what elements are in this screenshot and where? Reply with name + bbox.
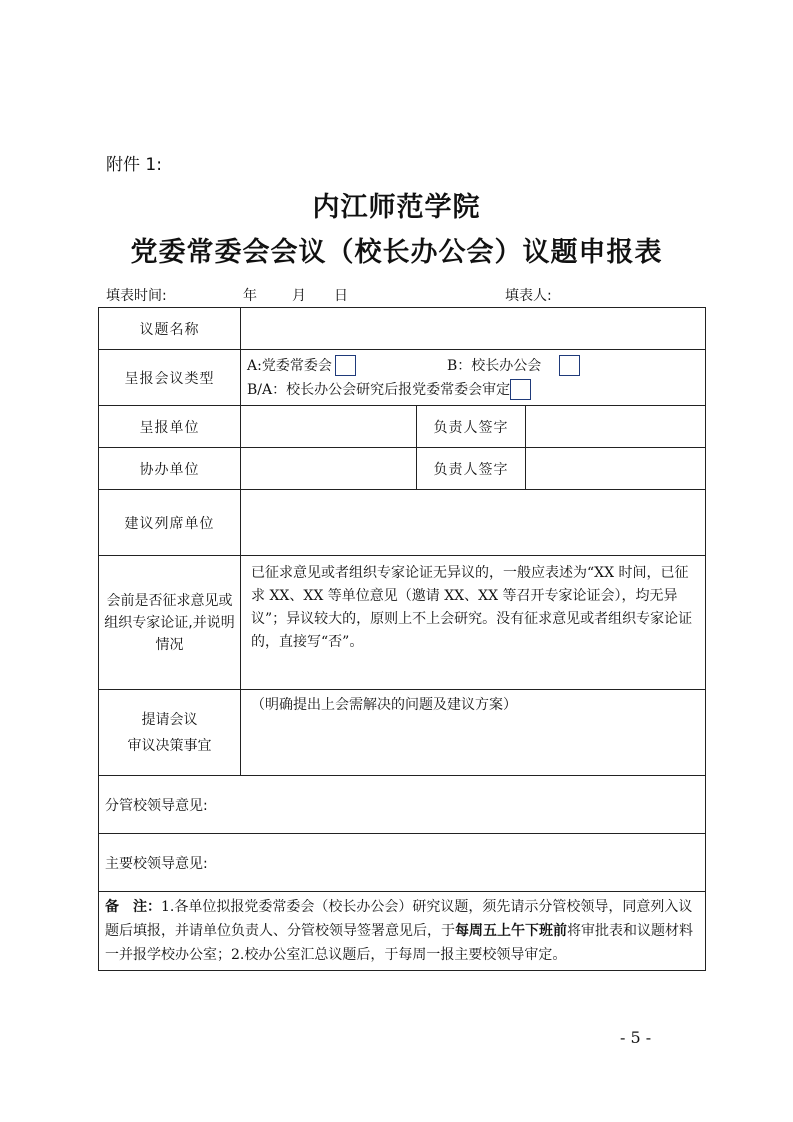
assist-unit-row xyxy=(99,448,706,490)
main-leader-opinion[interactable] xyxy=(99,834,706,892)
note-label: 备 注： xyxy=(105,899,161,915)
note-row xyxy=(99,892,706,971)
month-label: 月 xyxy=(292,288,306,304)
option-a-label: A:党委常委会 xyxy=(247,357,332,374)
branch-leader-opinion[interactable] xyxy=(99,776,706,834)
attachment-label: 附件 1: xyxy=(106,155,162,175)
topic-name-row xyxy=(99,308,706,350)
attend-unit-row xyxy=(99,490,706,556)
option-ba-label: B/A：校长办公会研究后报党委常委会审定 xyxy=(247,381,511,398)
document-title-form: 党委常委会会议（校长办公会）议题申报表 xyxy=(130,237,663,268)
meeting-type-label: 呈报会议类型 xyxy=(99,350,241,406)
meeting-type-row xyxy=(99,350,706,406)
option-a-checkbox[interactable] xyxy=(335,355,356,376)
option-ba-checkbox[interactable] xyxy=(510,379,531,400)
document-title-institution: 内江师范学院 xyxy=(312,192,481,223)
page-number: - 5 - xyxy=(620,1028,652,1047)
attend-unit-label: 建议列席单位 xyxy=(99,490,241,556)
filler-label: 填表人: xyxy=(505,288,552,304)
topic-name-field[interactable] xyxy=(241,308,706,350)
consult-label-line3: 情况 xyxy=(155,636,184,653)
decision-label-line2: 审议决策事宜 xyxy=(127,737,212,754)
meeting-type-options xyxy=(241,350,706,406)
branch-leader-row xyxy=(99,776,706,834)
assist-unit-label: 协办单位 xyxy=(99,448,241,490)
topic-name-label: 议题名称 xyxy=(99,308,241,350)
note-cell xyxy=(99,892,706,971)
year-label: 年 xyxy=(243,288,257,304)
branch-leader-label: 分管校领导意见: xyxy=(105,797,208,814)
submit-responsible-sign-label: 负责人签字 xyxy=(417,406,526,448)
submit-unit-label: 呈报单位 xyxy=(99,406,241,448)
consult-label-line2: 组织专家论证,并说明 xyxy=(104,614,235,631)
note-text-part2: 将审批表和议题材料一并报学校办公室；2.校办公室汇总议题后，于每周一报主要校领导审定。 xyxy=(105,923,693,963)
main-leader-label: 主要校领导意见: xyxy=(105,855,208,872)
note-text-part1: 1.各单位拟报党委常委会（校长办公会）研究议题，须先请示分管校领导，同意列入议题后填报，并请单位负责人、分管校领导签署意见后，于 xyxy=(105,899,693,939)
assist-responsible-sign-label: 负责人签字 xyxy=(417,448,526,490)
assist-responsible-sign-field[interactable] xyxy=(526,448,706,490)
note-deadline: 每周五上午下班前 xyxy=(455,923,567,939)
decision-row xyxy=(99,690,706,776)
day-label: 日 xyxy=(334,288,348,304)
decision-field[interactable] xyxy=(241,690,706,776)
option-b-label: B：校长办公会 xyxy=(447,357,542,374)
decision-label-line1: 提请会议 xyxy=(141,711,198,728)
consult-row xyxy=(99,556,706,690)
consult-text[interactable]: 已征求意见或者组织专家论证无异议的，一般应表述为“XX 时间，已征求 XX、XX 等单位意见（邀请 XX、XX 等召开专家论证会），均无异议”；异议较大的，原则上不上会研究。没有征求意见或者组织专家论证的，直接写“否”。 xyxy=(241,556,706,690)
attend-unit-field[interactable] xyxy=(241,490,706,556)
submit-unit-field[interactable] xyxy=(241,406,417,448)
submit-unit-row xyxy=(99,406,706,448)
submit-responsible-sign-field[interactable] xyxy=(526,406,706,448)
consult-label xyxy=(99,556,241,690)
option-b-checkbox[interactable] xyxy=(559,355,580,376)
fill-time-label: 填表时间: xyxy=(106,288,167,304)
consult-label-line1: 会前是否征求意见或 xyxy=(106,592,233,609)
main-leader-row xyxy=(99,834,706,892)
assist-unit-field[interactable] xyxy=(241,448,417,490)
application-form-table xyxy=(98,307,706,971)
decision-label xyxy=(99,690,241,776)
decision-hint: （明确提出上会需解决的问题及建议方案） xyxy=(251,697,517,713)
